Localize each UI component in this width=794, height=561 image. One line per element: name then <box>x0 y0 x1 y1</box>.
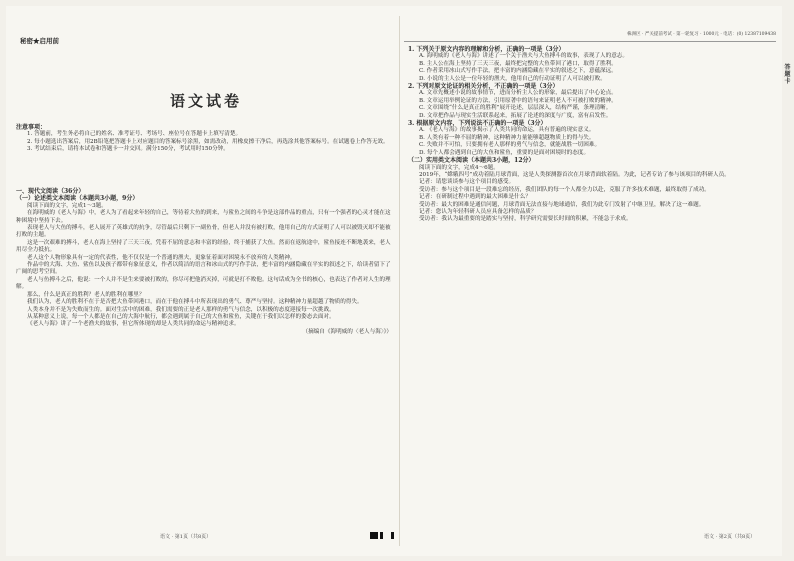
instruction: 阅读下面的文字，完成1～3题。 <box>27 202 107 209</box>
interview-intro: 2019年，“嫦娥四号”成功着陆月球背面，这是人类探测器首次在月球背面软着陆。为此，记者专访了参与该项目的科研人员。 <box>419 171 730 178</box>
interview-line: 记者：在研制过程中遇到的最大困难是什么？ <box>419 194 531 201</box>
option: A. 文章先概述小说的故事情节，进而分析主人公的形象，最后提出了中心论点。 <box>419 90 617 97</box>
notice-item: 2. 每小题选出答案后，用2B铅笔把答题卡上对应题目的答案标号涂黑，如需改动，用橡皮擦干净后，再选涂其他答案标号。在试题卷上作答无效。 <box>27 138 389 145</box>
question-title: 2. 下列对原文论证的相关分析，不正确的一项是（3分） <box>408 83 559 91</box>
passage-paragraph: 《老人与海》讲了一个老渔夫的故事，但它所体现的却是人类共同的命运与精神追求。 <box>27 321 240 328</box>
option: A. 《老人与海》的故事揭示了人类共同的命运，具有普遍的现实意义。 <box>419 127 595 134</box>
passage-paragraph: 老人这个人物形象具有一定的代表性，他不仅仅是一个普通的渔夫，更象征着面对困境永不放弃的人类精神。 <box>27 254 296 261</box>
passage-paragraph: 那么，什么是真正的胜利？老人的胜利在哪里？ <box>27 291 145 298</box>
option: B. 人类有着一种不屈的精神，这种精神力量能够超越物质上的得与失。 <box>419 134 595 141</box>
barcode <box>370 532 394 539</box>
passage-paragraph: 我们认为，老人的胜利不在于是否把大鱼带回港口，而在于他在搏斗中所表现出的勇气、尊严与坚持。这种精神力量超越了物质的得失。 <box>27 299 363 306</box>
top-strip: 株洲区 · 严关提前考试 · 第一轮复习 · 1000元 · 电话：(0) 12387109438 <box>404 29 776 42</box>
option: B. 文章运用举例论证的方法，引用原著中的语句来证明老人不可被打败的精神。 <box>419 97 617 104</box>
page-footer-left: 语文 · 第1页（共8页） <box>160 534 212 540</box>
questions-block <box>408 46 774 224</box>
option: A. 海明威的《老人与海》讲述了一个关于渔夫与大鱼搏斗的故事，表现了人的意志。 <box>419 53 628 60</box>
option: D. 小说的主人公是一位年轻的渔夫，他用自己的行动证明了人可以被打败。 <box>419 75 606 82</box>
section-reading <box>16 188 392 336</box>
passage-paragraph: 人类本身并不是为失败而生的。面对生活中的困难，我们需要的正是老人那样的勇气与信念，以积极的态度迎接每一次挑战。 <box>27 306 335 313</box>
question-title: 1. 下列关于原文内容的理解和分析，正确的一项是（3分） <box>408 46 565 53</box>
interview-line: 记者：请您谈谈参与这个项目的感受。 <box>419 179 515 186</box>
option: B. 主人公在海上坚持了三天三夜，最终把完整的大鱼带回了港口，取得了胜利。 <box>419 60 617 67</box>
page-footer-right: 语文 · 第2页（共8页） <box>704 534 756 540</box>
interview-line: 记者：您认为年轻科研人员应具备怎样的品质？ <box>419 208 537 215</box>
notice-block <box>16 124 392 154</box>
subsection-heading: （一）论述类文本阅读（本题共3小题，9分） <box>16 195 139 203</box>
passage-paragraph: 在海明威的《老人与海》中，老人为了看起来年轻的自己，等待着大鱼的到来，与鲨鱼之间的斗争是这部作品的重点，只有一个强者的心灵才能在这种困境中坚持下去。 <box>16 210 391 224</box>
notice-title: 注意事项： <box>16 124 47 131</box>
passage-paragraph: 作品中的大海、大鱼、鲨鱼以及孩子都带有象征意义，作者以简洁的语言和冰山式的写作手法，把丰富的内涵隐藏在平实的叙述之下，给读者留下了广阔的思考空间。 <box>16 262 391 276</box>
interview-line: 受访者：参与这个项目是一段难忘的经历，我们团队的每一个人都全力以赴，克服了许多技术难题，最终取得了成功。 <box>419 186 710 193</box>
left-page <box>10 6 394 556</box>
instruction: 阅读下面的文字，完成4～6题。 <box>419 164 499 171</box>
passage-source: （摘编自《海明威的〈老人与海〉》） <box>302 328 392 335</box>
notice-item: 1. 答题前，考生务必将自己的姓名、准考证号、考场号、座位号在答题卡上填写清楚。 <box>27 131 242 138</box>
interview-line: 受访者：最大的困难是通信问题，月球背面无法直接与地球通信，我们为此专门发射了中继卫星，解决了这一难题。 <box>419 201 705 208</box>
passage-paragraph: 从某种意义上说，每一个人都是在自己的大海中航行，都会遇到属于自己的大鱼和鲨鱼，关键在于我们以怎样的姿态去面对。 <box>27 313 335 320</box>
interview-line: 受访者：我认为最重要的是踏实与坚持，科学研究需要长时间的积累，不能急于求成。 <box>419 216 632 223</box>
page-title: 语文试卷 <box>170 92 243 110</box>
page-divider <box>399 16 400 546</box>
option: C. 文章围绕“什么是真正的胜利”展开论述，层层深入，结构严谨，条理清晰。 <box>419 105 612 112</box>
exam-sheet <box>6 6 782 556</box>
subsection-heading: （二）实用类文本阅读（本题共3小题，12分） <box>408 157 535 165</box>
option: C. 失败并不可怕，只要拥有老人那样的勇气与信念，就能战胜一切困难。 <box>419 142 601 149</box>
option: D. 每个人都会遇到自己的大鱼和鲨鱼，重要的是面对困境时的态度。 <box>419 149 590 156</box>
notice-item: 3. 考试结束后，请将本试卷和答题卡一并交回。满分150分，考试用时150分钟。 <box>27 146 229 153</box>
option: C. 作者采用冰山式写作手法，把丰富的内涵隐藏在平实的叙述之下，意蕴深远。 <box>419 68 617 75</box>
question-title: 3. 根据原文内容，下列说法不正确的一项是（3分） <box>408 120 547 128</box>
option: D. 文章把作品与现实生活联系起来，拓展了论述的深度与广度，富有启发性。 <box>419 112 612 119</box>
passage-paragraph: 这是一次艰难的搏斗，老人在海上坚持了三天三夜，凭着不屈的意志和丰富的经验，终于捕获了大鱼。然而在返航途中，鲨鱼接连不断地袭来，老人用尽全力抵抗。 <box>16 239 391 254</box>
secret-label: 秘密★启用前 <box>20 37 59 45</box>
passage-paragraph: 老人与鱼搏斗之后，他说：一个人并不是生来要被打败的，你尽可把他消灭掉，可就是打不败他。这句话成为全书的核心，也表达了作者对人生的理解。 <box>16 276 391 291</box>
passage-paragraph: 表现老人与大鱼的搏斗，老人展开了英雄式的抗争，尽管最后只剩下一副鱼骨，但老人并没有被打败，他用自己的方式证明了人可以被毁灭却不能被打败的主题。 <box>16 225 391 239</box>
edge-tab: 答题卡 <box>784 64 791 85</box>
section-heading: 一、现代文阅读（36分） <box>16 188 85 195</box>
right-page <box>404 6 776 556</box>
